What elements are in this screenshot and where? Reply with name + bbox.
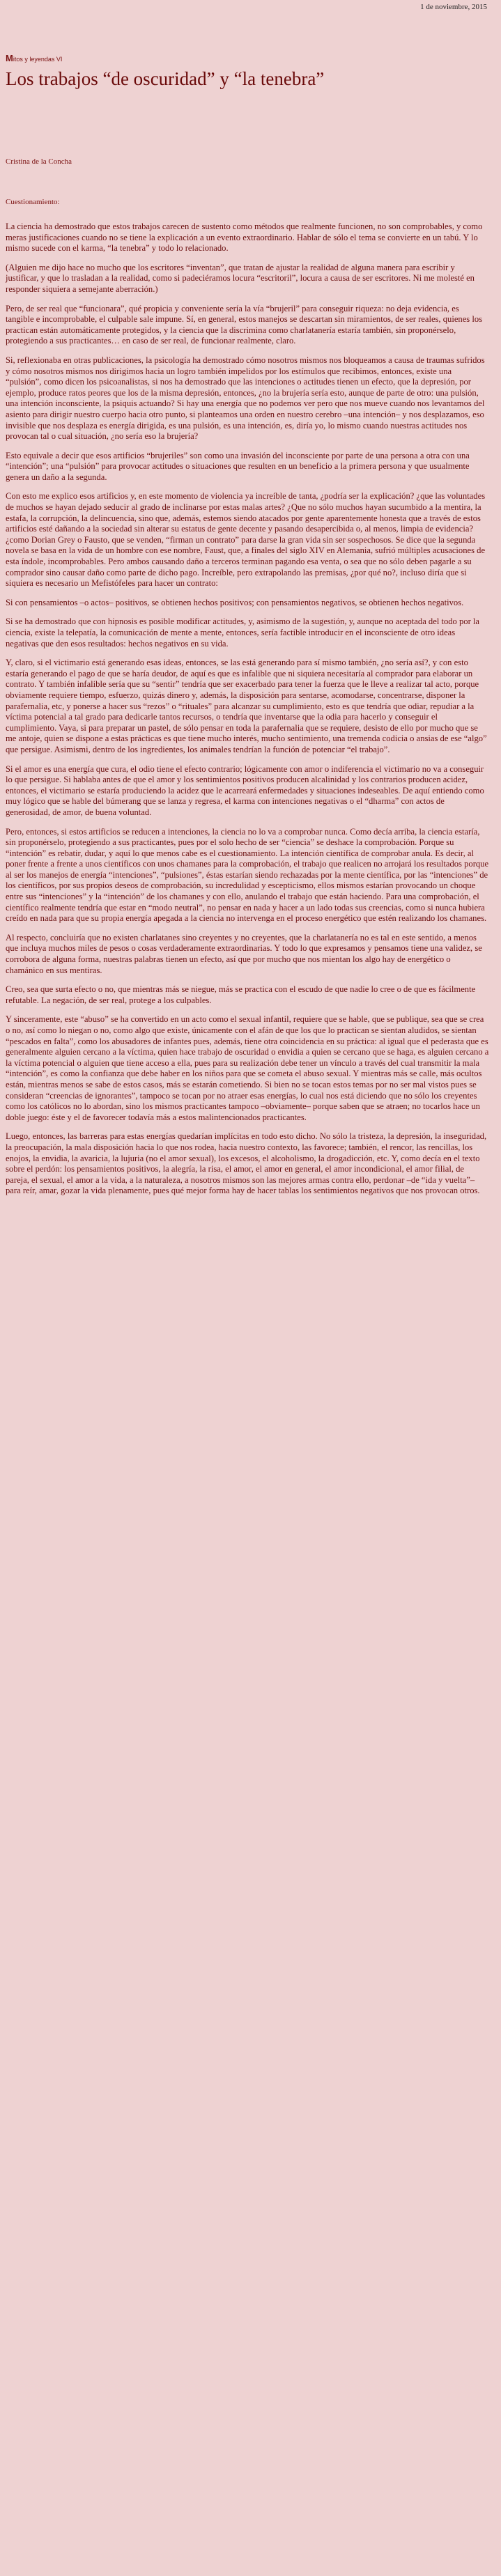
article-body bbox=[6, 222, 489, 1205]
section-initial: M bbox=[6, 53, 13, 63]
paragraph-13: Creo, sea que surta efecto o no, que mientras más se niegue, más se practica con el escudo de que nadie lo cree o de que es fácilmente refutable. La negación, de ser real, protege a los culpables. bbox=[6, 984, 476, 1005]
section-label bbox=[6, 53, 62, 63]
paragraph-9: Y, claro, si el victimario está generando esas ideas, entonces, se las está generando para sí mismo también, ¿no sería así?, y con esto estaría generando el pago de que se haría deudor, de aquí es que es infalible que ni siquiera necesitaría al comprador para elaborar un contrato. Y también infalible sería que su “sentir” tendría que ser exacerbado para tener la fuerza que le lleve a realizar tal acto, porque obviamente requiere tiempo, esfuerzo, quizás dinero y, además, la disposición para sentarse, acomodarse, concentrarse, disponer la parafernalia, etc, y ponerse a hacer sus “rezos” o “rituales” para alcanzar su cumplimiento, esto es que tendría que odiar, repudiar a la víctima potencial a tal grado para dedicarle tantos recursos, o tendría que inventarse que la odia para hacerlo y conseguir el cumplimiento. Vaya, si para preparar un pastel, de sólo pensar en toda la parafernalia que se requiere, desisto de ello por mucho que se me antoje, quien se dispone a estas prácticas es que tiene mucho interés, mucho sentimiento, una tremenda codicia o ansias de ese “algo” que persigue. Asimismi, dentro de los ingredientes, los animales tendrían la función de potenciar “el trabajo”. bbox=[6, 658, 487, 754]
paragraph-10: Si el amor es una energía que cura, el odio tiene el efecto contrario; lógicamente con amor o indiferencia el victimario no va a conseguir lo que persigue. Si hablaba antes de que el amor y los sentimientos positivos producen alcalinidad y los contrarios producen acidez, entonces, el victimario se estaría produciendo la acidez que le acarreará enfermedades y situaciones indeseables. De aquí entiendo como muy lógico que se hable del búmerang que se lanza y regresa, el karma con intenciones negativas o el “dharma” con actos de generosidad, de amor, de buena voluntad. bbox=[6, 763, 484, 817]
paragraph-12: Al respecto, concluiría que no existen charlatanes sino creyentes y no creyentes, que la charlatanería no es tal en este sentido, a menos que incluya muchos miles de pesos o cosas verdaderamente extraordinarias. Y todo lo que expresamos y pensamos tiene una validez, se corrobora de alguna forma, nuestras palabras tienen un efecto, así que por mucho que nos mientan los algo hay de energético o chamánico en sus mentiras. bbox=[6, 932, 482, 975]
paragraph-15: Luego, entonces, las barreras para estas energías quedarían implícitas en todo esto dicho. No sólo la tristeza, la depresión, la inseguridad, la preocupación, la mala disposición hacia lo que nos rodea, hacia nuestro contexto, las favorece; también, el rencor, las rencillas, los enojos, la envidia, la avaricia, la lujuria (no el amor sexual), los excesos, el alcoholismo, la drogadicción, etc. Y, como decía en el texto sobre el perdón: los pensamientos positivos, la alegría, la risa, el amor, el amor en general, el amor incondicional, el amor filial, de pareja, el sexual, el amor a la vida, a la naturaleza, a nosotros mismos son las mejores armas contra ello, perdonar –de “ida y vuelta”– para reír, amar, gozar la vida plenamente, pues qué mejor forma hay de hacer tablas los sentimientos negativos que nos provocan otros. bbox=[6, 1131, 487, 1196]
paragraph-2: (Alguien me dijo hace no mucho que los escritores “inventan”, que tratan de ajustar la realidad de alguna manera para escribir y justificar, y que lo trasladan a la realidad, como si padeciéramos locura “escritoril”, locura a causa de ser escritores. Ni me molesté en responder siquiera a semejante aberración.) bbox=[6, 262, 475, 294]
paragraph-6: Con esto me explico esos artificios y, en este momento de violencia ya increíble de tanta, ¿podría ser la explicación? ¿que las voluntades de muchos se hayan dejado seducir al grado de inclinarse por estas malas artes? ¿Que no sólo muchos hayan sucumbido a la mentira, la estafa, la corrupción, la delincuencia, sino que, además, estemos siendo atacados por gente aparentemente honesta que a través de estos artificios esté dañando a la sociedad sin alterar su estatus de gente decente y pasando desapercibida o, al menos, limpia de evidencia? ¿como Dorian Grey o Fausto, que se venden, “firman un contrato” para darse la gran vida sin ser sospechosos. Se dice que la segunda novela se basa en la vida de un hombre con ese nombre, Faust, que, a finales del siglo XIV en Alemania, sufrió múltiples acusaciones de esta índole, incomprobables. Pero ambos causando daño a terceros terminan pagando esa venta, o sea que no sólo deben pagarle a su comprador sino causar daño como parte de dicho pago. Increíble, pero extrapolando las premisas, ¿por qué no?, incluso diría que si siquiera es necesario un Mefistófeles para hacer un contrato: bbox=[6, 491, 486, 589]
article-author: Cristina de la Concha bbox=[6, 157, 72, 166]
paragraph-5: Esto equivale a decir que esos artificios “brujeriles” son como una invasión del inconsciente por parte de una persona a otra con una “intención”; una “pulsión” para provocar actitudes o situaciones que resulten en un beneficio a la primera persona y que usualmente genera un daño a la segunda. bbox=[6, 450, 470, 482]
paragraph-11: Pero, entonces, si estos artificios se reducen a intenciones, la ciencia no lo va a comprobar nunca. Como decía arriba, la ciencia estaría, sin proponérselo, protegiendo a sus practicantes, pues por el solo hecho de ser “ciencia” se deshace la comprobación. Porque su “intención” es rebatir, dudar, y aquí lo que menos cabe es el cuestionamiento. La intención científica de comprobar anula. Es decir, al poner frente a frente a unos científicos con unos chamanes para la comprobación, el trabajo que realicen no arrojará los resultados porque al ser los manejos de energía “intenciones”, “pulsiones”, éstas estarían siendo rechazadas por la mente científica, por las “intenciones” de los científicos, por sus propios deseos de comprobación, su incredulidad y escepticismo, ellos mismos estarían provocando un choque entre sus “intenciones” y la “intención” de los chamanes y con ello, anulando el trabajo que están haciendo. Para una comprobación, el científico realmente tendría que estar en “modo neutral”, no pensar en nada y hacer a un lado todas sus creencias, como si nunca hubiera creído en nada para que su propia energía apegada a la ciencia no intervenga en el proceso energético que estén realizando los chamanes. bbox=[6, 826, 489, 924]
paragraph-7: Si con pensamientos –o actos– positivos, se obtienen hechos positivos; con pensamientos negativos, se obtienen hechos negativos. bbox=[6, 597, 464, 607]
article-title: Los trabajos “de oscuridad” y “la tenebra” bbox=[6, 68, 325, 89]
paragraph-3: Pero, de ser real que “funcionara”, qué propicia y conveniente sería la vía “brujeril” para conseguir riqueza: no deja evidencia, es tangible e incomprobable, el culpable sale impune. Sí, en general, estos manejos se descartan sin miramientos, de ser reales, quienes los practican están automáticamente protegidos, y la ciencia que la discrimina como charlatanería estaría también, sin proponérselo, protegiendo a sus practicantes… en caso de ser real, de funcionar realmente, claro. bbox=[6, 303, 483, 346]
section-rest: itos y leyendas VI bbox=[13, 56, 63, 63]
publication-date: 1 de noviembre, 2015 bbox=[420, 3, 487, 11]
paragraph-8: Si se ha demostrado que con hipnosis es posible modificar actitudes, y, asimismo de la sugestión, y, aunque no aceptada del todo por la ciencia, existe la telepatía, la comunicación de mente a mente, entonces, sería factible introducir en el inconsciente de otro ideas negativas que den esos resultados: hechos negativos en su vida. bbox=[6, 616, 480, 649]
paragraph-1: La ciencia ha demostrado que estos trabajos carecen de sustento como métodos que realmente funcionen, no son comprobables, y como meras justificaciones cuando no se tiene la explicación a un evento extraordinario. Hablar de sólo el tema se convierte en un tabú. Y lo mismo sucede con el karma, “la tenebra” y todo lo relacionado. bbox=[6, 222, 483, 254]
paragraph-14: Y sinceramente, este “abuso” se ha convertido en un acto como el sexual infantil, requiere que se hable, que se publique, sea que se crea o no, así como lo niegan o no, como algo que existe, únicamente con el afán de que los que lo practican se sientan aludidos, se sientan “pescados en falta”, como los abusadores de infantes pues, además, tiene otra coincidencia en su práctica: al igual que el pederasta que es generalmente alguien cercano a la víctima, quien hace trabajo de oscuridad o envidia a quien se cercano que se haga, es alguien cercano a la víctima potencial o alguien que tiene acceso a ella, pues para su realización debe tener un vínculo a través del cual transmitir la mala “intención”, es como la confianza que debe haber en los niños para que se cometa el abuso sexual. Y mientras más se calle, más ocultos están, mientras menos se sabe de estos casos, más se estarán cometiendo. Si bien no se tocan estos temas por no ser mal vistos pues se consideran “creencias de ignorantes”, tampoco se tocan por no atraer esas energías, lo cual nos está diciendo que no sólo los creyentes como los católicos no lo abordan, sino los mismos practicantes tampoco –obviamente– porque saben que se atraen; no tocarlos hace un doble juego: éste y el de favorecer todavía más a estos malintencionados practicantes. bbox=[6, 1014, 489, 1122]
paragraph-4: Si, reflexionaba en otras publicaciones, la psicología ha demostrado cómo nosotros mismos nos bloqueamos a causa de traumas sufridos y cómo nosotros mismos nos dirigimos hacia un logro también impelidos por los estímulos que recibimos, entonces, existe una “pulsión”, como dicen los psicoanalistas, si nos ha demostrado que las intenciones o actitudes tienen un efecto, que la depresión, por ejemplo, produce ratos peores que los de la misma depresión, entonces, ¿no la brujería sería esto, aunque de parte de otro: una pulsión, una intención inconsciente, la psiquis actuando? Si hay una energía que no podemos ver pero que nos mueve cuando nos levantamos del asiento para dirigir nuestro cuerpo hacia otro punto, si planteamos una orden en nuestro cerebro –una intención– y nos desplazamos, eso invisible que nos desplaza es energía dirigida, es una pulsión, es una intención, es, diría yo, lo mismo cuando nuestras actitudes nos provocan tal o cual situación, ¿no sería eso la brujería? bbox=[6, 355, 485, 442]
section-heading: Cuestionamiento: bbox=[6, 198, 60, 206]
